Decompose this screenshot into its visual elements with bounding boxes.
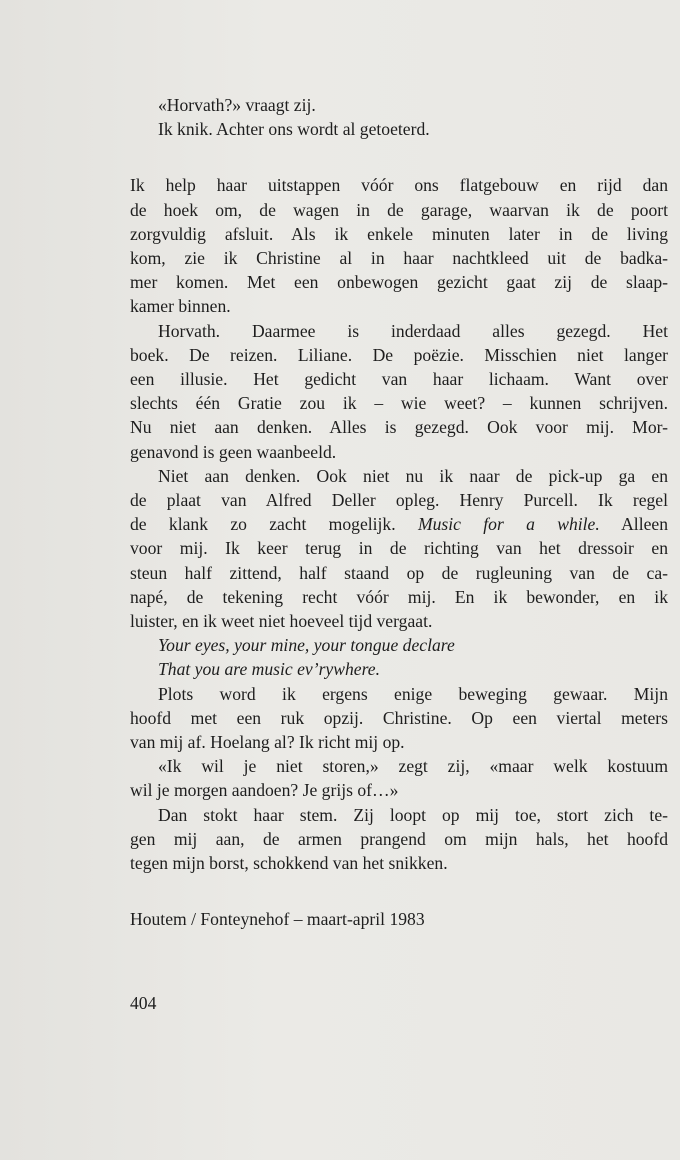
text-span: Alleen: [599, 514, 668, 535]
text-line: [158, 804, 668, 826]
text-line: [130, 223, 668, 245]
text-line: [158, 465, 668, 487]
text-line: [158, 658, 668, 680]
text-span: de plaat van Alfred Deller opleg. Henry Purcell. Ik regel: [130, 490, 668, 510]
text-span: hoofd met een ruk opzij. Christine. Op een viertal meters: [130, 707, 668, 728]
text-line: [130, 247, 668, 269]
text-line: [130, 441, 668, 463]
text-span: de hoek om, de wagen in de garage, waarvan ik de poort: [130, 199, 668, 220]
text-span: Ik help haar uitstappen vóór ons flatgebouw en rijd dan: [130, 175, 668, 196]
text-span: genavond is geen waanbeeld.: [130, 441, 337, 462]
text-line: [130, 852, 668, 874]
text-line: [130, 489, 668, 511]
text-span: Niet aan denken. Ook niet nu ik naar de pick-up ga en: [158, 465, 668, 486]
text-line: [158, 634, 668, 656]
text-span: Plots word ik ergens enige beweging gewaar. Mijn: [158, 683, 668, 704]
text-line: [130, 610, 668, 632]
text-span: boek. De reizen. Liliane. De poëzie. Misschien niet langer: [130, 344, 668, 365]
text-line: [158, 118, 668, 140]
text-line: [130, 779, 668, 801]
text-line: [158, 755, 668, 777]
text-span: Houtem / Fonteynehof – maart-april 1983: [130, 909, 425, 930]
text-span: kamer binnen.: [130, 296, 231, 317]
text-line: [130, 513, 668, 535]
text-line: [130, 295, 668, 317]
text-span: kom, zie ik Christine al in haar nachtkleed uit de badka-: [130, 248, 668, 268]
page-number: 404: [130, 993, 157, 1013]
text-line: [130, 731, 668, 753]
text-span: zorgvuldig afsluit. Als ik enkele minuten later in de living: [130, 223, 668, 244]
text-line: [130, 562, 668, 584]
text-span: de klank zo zacht mogelijk.: [130, 514, 418, 535]
text-span: gen mij aan, de armen prangend om mijn hals, het hoofd: [130, 828, 668, 849]
italic-text: Music for a while.: [417, 514, 600, 535]
text-line: [130, 416, 668, 438]
text-span: «Ik wil je niet storen,» zegt zij, «maar welk kostuum: [158, 756, 668, 777]
text-line: [130, 271, 668, 293]
text-line: [130, 199, 668, 221]
text-span: Ik knik. Achter ons wordt al getoeterd.: [158, 119, 430, 140]
text-line: [130, 344, 668, 366]
text-line: [158, 683, 668, 705]
text-span: voor mij. Ik keer terug in de richting van het dressoir en: [130, 538, 668, 559]
text-span: Dan stokt haar stem. Zij loopt op mij toe, stort zich te-: [158, 804, 668, 825]
text-span: een illusie. Het gedicht van haar lichaam. Want over: [130, 369, 668, 389]
text-span: Nu niet aan denken. Alles is gezegd. Ook voor mij. Mor-: [130, 417, 668, 438]
text-span: van mij af. Hoelang al? Ik richt mij op.: [130, 732, 405, 752]
text-span: mer komen. Met een onbewogen gezicht gaat zij de slaap-: [130, 272, 668, 293]
text-line: [130, 586, 668, 608]
text-line: [130, 392, 668, 414]
place-date-line: [130, 908, 668, 930]
italic-text: That you are music ev’rywhere.: [158, 659, 380, 680]
text-line: [130, 368, 668, 390]
text-line: [130, 828, 668, 850]
text-line: [130, 537, 668, 559]
text-span: Horvath. Daarmee is inderdaad alles gezegd. Het: [158, 320, 668, 341]
text-span: napé, de tekening recht vóór mij. En ik bewonder, en ik: [130, 586, 668, 607]
text-line: [158, 94, 668, 116]
text-line: [158, 320, 668, 342]
text-line: [130, 707, 668, 729]
text-span: «Horvath?» vraagt zij.: [158, 95, 316, 115]
text-span: tegen mijn borst, schokkend van het snikken.: [130, 853, 448, 873]
text-line: [130, 174, 668, 196]
text-span: luister, en ik weet niet hoeveel tijd vergaat.: [130, 611, 433, 631]
italic-text: Your eyes, your mine, your tongue declare: [158, 635, 455, 656]
text-span: steun half zittend, half staand op de rugleuning van de ca-: [130, 562, 668, 583]
text-span: slechts één Gratie zou ik – wie weet? – kunnen schrijven.: [130, 393, 668, 414]
text-span: wil je morgen aandoen? Je grijs of…»: [130, 780, 399, 801]
